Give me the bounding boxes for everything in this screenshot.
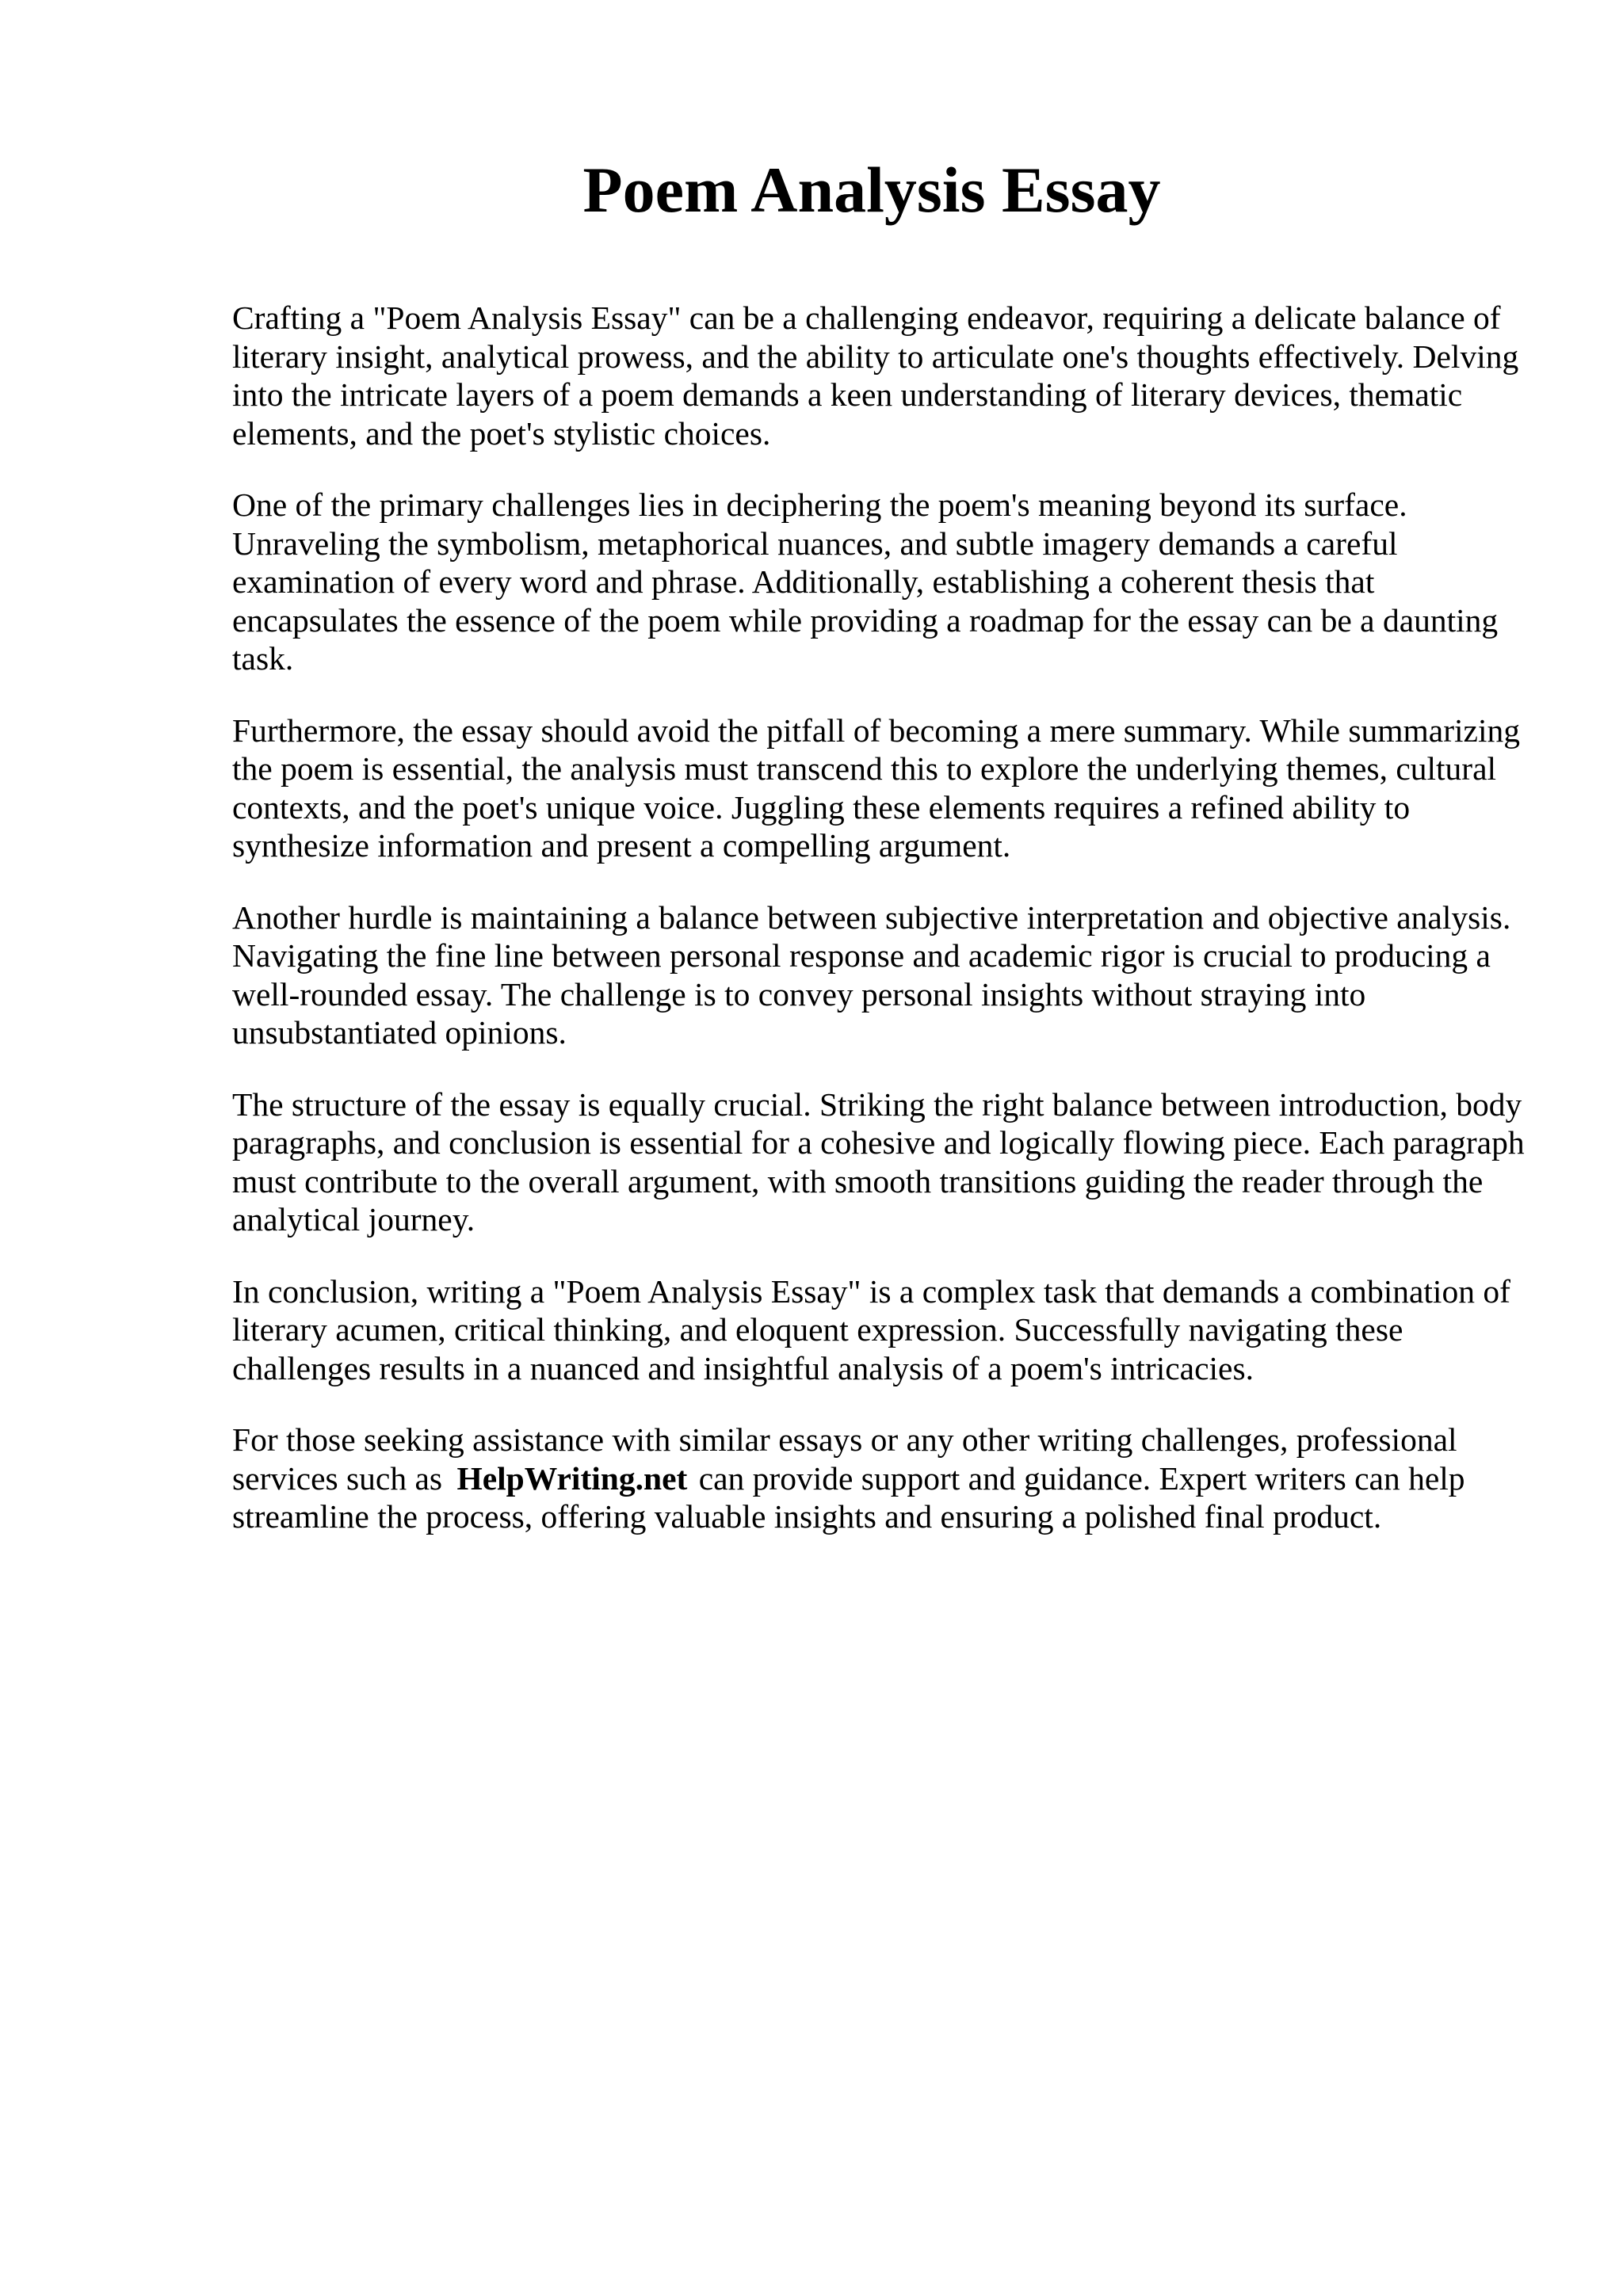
paragraph-3: Furthermore, the essay should avoid the pitfall of becoming a mere summary. While summarizing the poem is essential, the analysis must transcend this to explore the underlying themes, cultural contexts, and the poet's unique voice. Juggling these elements requires a refined ability to synthesize information and present a compelling argument.	[232, 711, 1521, 864]
paragraph-6: In conclusion, writing a "Poem Analysis Essay" is a complex task that demands a combination of literary acumen, critical thinking, and eloquent expression. Successfully navigating these challenges results in a nuanced and insightful analysis of a poem's intricacies.	[232, 1272, 1510, 1386]
essay-body	[232, 299, 1532, 1569]
brand-link[interactable]: HelpWriting.net	[456, 1459, 688, 1497]
closing-paragraph	[232, 1421, 1532, 1536]
paragraph-5: The structure of the essay is equally crucial. Striking the right balance between introduction, body paragraphs, and conclusion is essential for a cohesive and logically flowing piece. Each paragraph must contribute to the overall argument, with smooth transitions guiding the reader through the analytical journey.	[232, 1085, 1525, 1238]
paragraph-1: Crafting a "Poem Analysis Essay" can be a challenging endeavor, requiring a delicate balance of literary insight, analytical prowess, and the ability to articulate one's thoughts effectively. Delving into the intricate layers of a poem demands a keen understanding of literary devices, thematic elements, and the poet's stylistic choices.	[232, 299, 1519, 452]
paragraph-2: One of the primary challenges lies in deciphering the poem's meaning beyond its surface. Unraveling the symbolism, metaphorical nuances, and subtle imagery demands a careful examination of every word and phrase. Additionally, establishing a coherent thesis that encapsulates the essence of the poem while providing a roadmap for the essay can be a daunting task.	[232, 486, 1499, 677]
paragraph-4: Another hurdle is maintaining a balance between subjective interpretation and objective analysis. Navigating the fine line between personal response and academic rigor is crucial to producing a well-rounded essay. The challenge is to convey personal insights without straying into unsubstantiated opinions.	[232, 898, 1511, 1051]
closing-text-after: can provide support and guidance. Expert writers can help streamline the process, offering valuable insights and ensuring a polished final product.	[232, 1459, 1465, 1535]
page-title: Poem Analysis Essay	[582, 154, 1161, 226]
closing-text-before: For those seeking assistance with similar essays or any other writing challenges, professional services such as	[232, 1421, 1457, 1497]
